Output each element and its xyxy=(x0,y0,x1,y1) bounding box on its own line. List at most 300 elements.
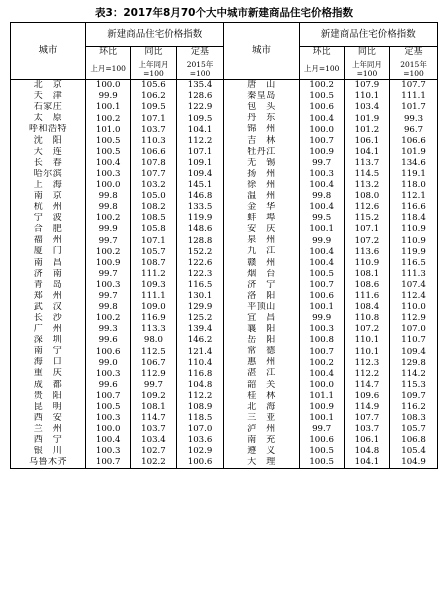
base-value: 110.7 xyxy=(390,335,438,346)
city-name: 大 连 xyxy=(11,147,86,158)
base-value: 103.6 xyxy=(176,435,224,446)
yoy-value: 114.7 xyxy=(131,413,176,424)
table-row xyxy=(11,335,438,346)
mom-value: 100.0 xyxy=(299,380,344,391)
base-value: 112.2 xyxy=(176,135,224,146)
base-value: 133.5 xyxy=(176,202,224,213)
yoy-value: 98.0 xyxy=(131,335,176,346)
city-name: 韶 关 xyxy=(224,380,299,391)
mom-value: 100.0 xyxy=(86,180,131,191)
mom-value: 100.3 xyxy=(86,280,131,291)
city-name: 重 庆 xyxy=(11,368,86,379)
mom-value: 99.7 xyxy=(86,291,131,302)
yoy-value: 104.1 xyxy=(344,457,389,469)
yoy-value: 107.2 xyxy=(344,324,389,335)
city-name: 福 州 xyxy=(11,235,86,246)
table-row xyxy=(11,413,438,424)
city-name: 唐 山 xyxy=(224,80,299,92)
yoy-value: 111.1 xyxy=(131,291,176,302)
city-name: 丹 东 xyxy=(224,113,299,124)
city-name: 洛 阳 xyxy=(224,291,299,302)
yoy-value: 106.2 xyxy=(131,91,176,102)
city-name: 杭 州 xyxy=(11,202,86,213)
yoy-value: 110.1 xyxy=(344,335,389,346)
city-name: 南 昌 xyxy=(11,258,86,269)
yoy-value: 110.3 xyxy=(131,135,176,146)
base-value: 119.9 xyxy=(176,213,224,224)
mom-value: 100.2 xyxy=(86,213,131,224)
yoy-value: 112.2 xyxy=(344,368,389,379)
city-name: 厦 门 xyxy=(11,246,86,257)
city-name: 哈尔滨 xyxy=(11,169,86,180)
city-name: 成 都 xyxy=(11,380,86,391)
city-name: 大 理 xyxy=(224,457,299,469)
table-row xyxy=(11,402,438,413)
mom-value: 100.1 xyxy=(86,102,131,113)
base-value: 115.3 xyxy=(390,380,438,391)
city-name: 金 华 xyxy=(224,202,299,213)
base-value: 109.4 xyxy=(390,346,438,357)
table-row xyxy=(11,180,438,191)
base-value: 108.9 xyxy=(176,402,224,413)
base-value: 152.2 xyxy=(176,246,224,257)
base-value: 122.3 xyxy=(176,269,224,280)
base-value: 116.6 xyxy=(390,202,438,213)
mom-value: 99.7 xyxy=(299,158,344,169)
base-value: 109.5 xyxy=(176,113,224,124)
mom-value: 100.2 xyxy=(86,113,131,124)
city-name: 常 德 xyxy=(224,346,299,357)
base-value: 119.9 xyxy=(390,246,438,257)
mom-value: 99.3 xyxy=(86,324,131,335)
city-name: 海 口 xyxy=(11,357,86,368)
yoy-value: 107.9 xyxy=(344,80,389,92)
mom-value: 100.3 xyxy=(86,413,131,424)
table-row xyxy=(11,102,438,113)
table-row xyxy=(11,424,438,435)
base-value: 128.6 xyxy=(176,91,224,102)
mom-value: 100.8 xyxy=(299,335,344,346)
mom-value: 100.1 xyxy=(299,302,344,313)
city-name: 长 沙 xyxy=(11,313,86,324)
base-value: 107.0 xyxy=(176,424,224,435)
mom-value: 100.7 xyxy=(86,457,131,469)
mom-header: 环比 xyxy=(299,47,344,59)
table-row xyxy=(11,124,438,135)
city-name: 惠 州 xyxy=(224,357,299,368)
mom-value: 100.6 xyxy=(86,346,131,357)
mom-value: 100.1 xyxy=(299,224,344,235)
table-title: 表3：2017年8月70个大中城市新建商品住宅价格指数 xyxy=(95,7,353,19)
mom-value: 99.8 xyxy=(86,302,131,313)
table-row xyxy=(11,446,438,457)
yoy-value: 110.8 xyxy=(344,313,389,324)
city-name: 石家庄 xyxy=(11,102,86,113)
yoy-value: 106.1 xyxy=(344,135,389,146)
mom-value: 100.9 xyxy=(86,258,131,269)
base-value: 108.3 xyxy=(390,413,438,424)
base-value: 104.1 xyxy=(176,124,224,135)
yoy-value: 108.0 xyxy=(344,191,389,202)
mom-value: 100.5 xyxy=(299,91,344,102)
yoy-value: 108.1 xyxy=(131,402,176,413)
yoy-value: 103.7 xyxy=(344,424,389,435)
mom-value: 99.8 xyxy=(299,191,344,202)
mom-value: 99.9 xyxy=(299,235,344,246)
mom-value: 99.9 xyxy=(86,91,131,102)
city-name: 安 庆 xyxy=(224,224,299,235)
city-name: 兰 州 xyxy=(11,424,86,435)
table-row xyxy=(11,357,438,368)
base-value: 129.8 xyxy=(390,357,438,368)
city-name: 合 肥 xyxy=(11,224,86,235)
base-value: 104.9 xyxy=(390,457,438,469)
table-row xyxy=(11,158,438,169)
yoy-value: 102.7 xyxy=(131,446,176,457)
city-name: 湛 江 xyxy=(224,368,299,379)
yoy-value: 112.9 xyxy=(131,368,176,379)
base-value: 101.9 xyxy=(390,147,438,158)
yoy-value: 108.6 xyxy=(344,280,389,291)
base-value: 122.6 xyxy=(176,258,224,269)
mom-value: 100.9 xyxy=(299,147,344,158)
index-group-header: 新建商品住宅价格指数 xyxy=(299,23,437,47)
city-name: 蚌 埠 xyxy=(224,213,299,224)
base-value: 145.1 xyxy=(176,180,224,191)
yoy-value: 106.1 xyxy=(344,435,389,446)
mom-value: 99.9 xyxy=(86,224,131,235)
yoy-value: 104.1 xyxy=(344,147,389,158)
base-value: 106.6 xyxy=(390,135,438,146)
city-name: 桂 林 xyxy=(224,391,299,402)
mom-value: 100.4 xyxy=(299,258,344,269)
city-name: 泸 州 xyxy=(224,424,299,435)
yoy-value: 113.7 xyxy=(344,158,389,169)
yoy-value: 107.7 xyxy=(344,413,389,424)
table-row xyxy=(11,224,438,235)
mom-value: 100.6 xyxy=(299,291,344,302)
city-name: 北 海 xyxy=(224,402,299,413)
yoy-value: 116.9 xyxy=(131,313,176,324)
yoy-value: 107.1 xyxy=(131,235,176,246)
yoy-value: 107.2 xyxy=(344,235,389,246)
mom-value: 99.8 xyxy=(86,191,131,202)
mom-value: 100.7 xyxy=(86,391,131,402)
base-value: 134.6 xyxy=(390,158,438,169)
base-value: 100.6 xyxy=(176,457,224,469)
yoy-base-label: 上年同月=100 xyxy=(131,58,176,80)
yoy-value: 103.2 xyxy=(131,180,176,191)
city-name: 呼和浩特 xyxy=(11,124,86,135)
yoy-value: 106.7 xyxy=(131,357,176,368)
base-value: 114.2 xyxy=(390,368,438,379)
base-value: 130.1 xyxy=(176,291,224,302)
base-value: 107.7 xyxy=(390,80,438,92)
mom-base-label: 上月=100 xyxy=(299,58,344,80)
city-name: 上 海 xyxy=(11,180,86,191)
mom-value: 99.9 xyxy=(299,313,344,324)
yoy-value: 108.7 xyxy=(131,258,176,269)
yoy-value: 113.6 xyxy=(344,246,389,257)
yoy-value: 109.0 xyxy=(131,302,176,313)
city-name: 贵 阳 xyxy=(11,391,86,402)
base-value: 110.9 xyxy=(390,235,438,246)
city-name: 济 南 xyxy=(11,269,86,280)
yoy-value: 105.7 xyxy=(131,246,176,257)
price-index-table xyxy=(10,22,438,469)
mom-value: 100.7 xyxy=(299,135,344,146)
city-name: 烟 台 xyxy=(224,269,299,280)
yoy-value: 103.7 xyxy=(131,124,176,135)
base-value: 104.8 xyxy=(176,380,224,391)
yoy-base-label: 上年同月=100 xyxy=(344,58,389,80)
city-name: 武 汉 xyxy=(11,302,86,313)
city-name: 徐 州 xyxy=(224,180,299,191)
table-row xyxy=(11,80,438,92)
mom-value: 100.2 xyxy=(299,357,344,368)
base-value: 139.4 xyxy=(176,324,224,335)
base-value: 105.7 xyxy=(390,424,438,435)
city-header: 城市 xyxy=(11,23,86,80)
city-name: 南 宁 xyxy=(11,346,86,357)
mom-value: 100.5 xyxy=(299,446,344,457)
city-name: 郑 州 xyxy=(11,291,86,302)
city-name: 天 津 xyxy=(11,91,86,102)
mom-value: 100.4 xyxy=(299,368,344,379)
table-row xyxy=(11,302,438,313)
yoy-value: 107.7 xyxy=(131,169,176,180)
table-row xyxy=(11,202,438,213)
city-name: 广 州 xyxy=(11,324,86,335)
base-value: 118.4 xyxy=(390,213,438,224)
city-name: 长 春 xyxy=(11,158,86,169)
mom-value: 100.1 xyxy=(299,413,344,424)
table-row xyxy=(11,313,438,324)
yoy-value: 112.6 xyxy=(344,202,389,213)
mom-value: 100.5 xyxy=(299,457,344,469)
yoy-value: 112.3 xyxy=(344,357,389,368)
city-name: 秦皇岛 xyxy=(224,91,299,102)
yoy-value: 105.6 xyxy=(131,80,176,92)
city-name: 宜 昌 xyxy=(224,313,299,324)
yoy-value: 106.6 xyxy=(131,147,176,158)
base-value: 109.7 xyxy=(390,391,438,402)
mom-header: 环比 xyxy=(86,47,131,59)
city-header: 城市 xyxy=(224,23,299,80)
table-row xyxy=(11,235,438,246)
yoy-value: 99.7 xyxy=(131,380,176,391)
mom-value: 99.0 xyxy=(86,357,131,368)
table-row xyxy=(11,291,438,302)
base-value: 116.8 xyxy=(176,368,224,379)
base-value: 129.9 xyxy=(176,302,224,313)
table-row xyxy=(11,91,438,102)
city-name: 襄 阳 xyxy=(224,324,299,335)
mom-value: 100.4 xyxy=(299,180,344,191)
base-value: 146.2 xyxy=(176,335,224,346)
mom-value: 100.5 xyxy=(86,135,131,146)
yoy-value: 109.3 xyxy=(131,280,176,291)
table-row xyxy=(11,113,438,124)
table-row xyxy=(11,258,438,269)
table-row xyxy=(11,380,438,391)
city-name: 岳 阳 xyxy=(224,335,299,346)
table-row xyxy=(11,213,438,224)
mom-value: 100.4 xyxy=(86,435,131,446)
base-value: 110.9 xyxy=(390,224,438,235)
mom-value: 100.6 xyxy=(299,102,344,113)
base-value: 107.0 xyxy=(390,324,438,335)
base-value: 118.5 xyxy=(176,413,224,424)
city-name: 沈 阳 xyxy=(11,135,86,146)
yoy-value: 109.2 xyxy=(131,391,176,402)
base-value: 116.5 xyxy=(176,280,224,291)
mom-value: 100.0 xyxy=(299,124,344,135)
mom-value: 100.0 xyxy=(86,80,131,92)
table-row xyxy=(11,280,438,291)
table-row xyxy=(11,191,438,202)
yoy-value: 101.9 xyxy=(344,113,389,124)
base-value: 116.5 xyxy=(390,258,438,269)
base-value: 128.8 xyxy=(176,235,224,246)
base-value: 109.1 xyxy=(176,158,224,169)
base-value: 107.1 xyxy=(176,147,224,158)
base-value: 102.9 xyxy=(176,446,224,457)
base-value: 125.2 xyxy=(176,313,224,324)
base-value: 119.1 xyxy=(390,169,438,180)
base-value: 105.4 xyxy=(390,446,438,457)
mom-value: 99.7 xyxy=(86,269,131,280)
yoy-value: 111.2 xyxy=(131,269,176,280)
city-name: 深 圳 xyxy=(11,335,86,346)
city-name: 三 亚 xyxy=(224,413,299,424)
yoy-value: 108.2 xyxy=(131,202,176,213)
base-value: 122.9 xyxy=(176,102,224,113)
mom-value: 100.3 xyxy=(86,169,131,180)
base-value: 111.1 xyxy=(390,91,438,102)
base-value: 112.4 xyxy=(390,291,438,302)
yoy-value: 110.1 xyxy=(344,91,389,102)
mom-value: 100.5 xyxy=(86,402,131,413)
yoy-header: 同比 xyxy=(344,47,389,59)
mom-value: 99.8 xyxy=(86,202,131,213)
city-name: 乌鲁木齐 xyxy=(11,457,86,469)
yoy-value: 112.5 xyxy=(131,346,176,357)
table-row xyxy=(11,346,438,357)
yoy-value: 103.7 xyxy=(131,424,176,435)
city-name: 泉 州 xyxy=(224,235,299,246)
city-name: 宁 波 xyxy=(11,213,86,224)
yoy-value: 103.4 xyxy=(344,102,389,113)
mom-value: 100.4 xyxy=(86,158,131,169)
city-name: 包 头 xyxy=(224,102,299,113)
yoy-value: 108.1 xyxy=(344,269,389,280)
table-row xyxy=(11,147,438,158)
base-value: 118.0 xyxy=(390,180,438,191)
mom-value: 101.1 xyxy=(299,391,344,402)
yoy-value: 108.4 xyxy=(344,302,389,313)
mom-value: 100.5 xyxy=(299,269,344,280)
city-name: 南 充 xyxy=(224,435,299,446)
yoy-value: 107.1 xyxy=(131,113,176,124)
mom-value: 100.3 xyxy=(86,368,131,379)
mom-value: 100.2 xyxy=(86,313,131,324)
yoy-value: 114.7 xyxy=(344,380,389,391)
base-value: 110.4 xyxy=(176,357,224,368)
mom-base-label: 上月=100 xyxy=(86,58,131,80)
fixed-base-label: 2015年=100 xyxy=(176,58,224,80)
base-header: 定基 xyxy=(176,47,224,59)
base-value: 110.0 xyxy=(390,302,438,313)
mom-value: 99.6 xyxy=(86,335,131,346)
base-value: 99.3 xyxy=(390,113,438,124)
base-value: 146.8 xyxy=(176,191,224,202)
mom-value: 100.7 xyxy=(299,280,344,291)
mom-value: 101.0 xyxy=(86,124,131,135)
fixed-base-label: 2015年=100 xyxy=(390,58,438,80)
city-name: 遵 义 xyxy=(224,446,299,457)
yoy-value: 105.0 xyxy=(131,191,176,202)
yoy-value: 101.2 xyxy=(344,124,389,135)
base-value: 106.8 xyxy=(390,435,438,446)
mom-value: 100.2 xyxy=(299,80,344,92)
mom-value: 100.4 xyxy=(299,202,344,213)
yoy-value: 115.2 xyxy=(344,213,389,224)
city-name: 西 安 xyxy=(11,413,86,424)
yoy-header: 同比 xyxy=(131,47,176,59)
mom-value: 100.9 xyxy=(299,402,344,413)
yoy-value: 114.9 xyxy=(344,402,389,413)
table-row xyxy=(11,269,438,280)
yoy-value: 105.8 xyxy=(131,224,176,235)
city-name: 北 京 xyxy=(11,80,86,92)
city-name: 九 江 xyxy=(224,246,299,257)
mom-value: 99.7 xyxy=(299,424,344,435)
city-name: 牡丹江 xyxy=(224,147,299,158)
yoy-value: 113.2 xyxy=(344,180,389,191)
base-value: 111.3 xyxy=(390,269,438,280)
mom-value: 100.0 xyxy=(86,424,131,435)
table-row xyxy=(11,391,438,402)
base-value: 116.2 xyxy=(390,402,438,413)
city-name: 吉 林 xyxy=(224,135,299,146)
yoy-value: 102.2 xyxy=(131,457,176,469)
mom-value: 100.3 xyxy=(299,169,344,180)
city-name: 平顶山 xyxy=(224,302,299,313)
mom-value: 100.5 xyxy=(86,147,131,158)
mom-value: 100.6 xyxy=(299,435,344,446)
city-name: 无 锡 xyxy=(224,158,299,169)
mom-value: 100.3 xyxy=(86,446,131,457)
mom-value: 100.3 xyxy=(299,324,344,335)
yoy-value: 108.5 xyxy=(131,213,176,224)
city-name: 扬 州 xyxy=(224,169,299,180)
base-value: 96.7 xyxy=(390,124,438,135)
table-row xyxy=(11,324,438,335)
mom-value: 100.4 xyxy=(299,113,344,124)
base-value: 135.4 xyxy=(176,80,224,92)
city-name: 赣 州 xyxy=(224,258,299,269)
mom-value: 99.5 xyxy=(299,213,344,224)
yoy-value: 109.6 xyxy=(344,391,389,402)
yoy-value: 107.8 xyxy=(131,158,176,169)
base-value: 112.9 xyxy=(390,313,438,324)
city-name: 南 京 xyxy=(11,191,86,202)
yoy-value: 103.4 xyxy=(131,435,176,446)
base-value: 112.2 xyxy=(176,391,224,402)
mom-value: 100.2 xyxy=(86,246,131,257)
yoy-value: 114.5 xyxy=(344,169,389,180)
